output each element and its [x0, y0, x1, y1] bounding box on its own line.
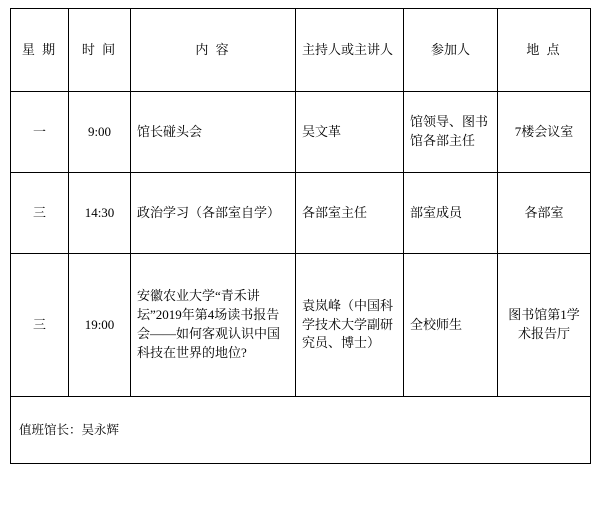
header-host: 主持人或主讲人: [296, 9, 404, 92]
duty-director-note: 值班馆长：吴永辉: [11, 397, 591, 464]
cell-content: 政治学习（各部室自学）: [131, 173, 296, 254]
cell-time: 9:00: [69, 92, 131, 173]
cell-weekday: 一: [11, 92, 69, 173]
header-location: 地 点: [498, 9, 591, 92]
cell-participants: 部室成员: [404, 173, 498, 254]
table-body: [11, 92, 591, 464]
cell-content: 馆长碰头会: [131, 92, 296, 173]
cell-weekday: 三: [11, 173, 69, 254]
header-content: 内 容: [131, 9, 296, 92]
cell-location: 图书馆第1学术报告厅: [498, 254, 591, 397]
header-participants: 参加人: [404, 9, 498, 92]
weekly-schedule-table: [10, 8, 591, 464]
cell-weekday: 三: [11, 254, 69, 397]
header-weekday: 星 期: [11, 9, 69, 92]
table-row: [11, 92, 591, 173]
table-row: [11, 254, 591, 397]
table-footer-row: [11, 397, 591, 464]
cell-host: 各部室主任: [296, 173, 404, 254]
cell-host: 吴文革: [296, 92, 404, 173]
table-header: [11, 9, 591, 92]
cell-content: 安徽农业大学“青禾讲坛”2019年第4场读书报告会——如何客观认识中国科技在世界的地位?: [131, 254, 296, 397]
header-time: 时 间: [69, 9, 131, 92]
cell-participants: 馆领导、图书馆各部主任: [404, 92, 498, 173]
table-row: [11, 173, 591, 254]
cell-host: 袁岚峰（中国科学技术大学副研究员、博士）: [296, 254, 404, 397]
cell-location: 7楼会议室: [498, 92, 591, 173]
cell-participants: 全校师生: [404, 254, 498, 397]
cell-time: 14:30: [69, 173, 131, 254]
table-header-row: [11, 9, 591, 92]
cell-location: 各部室: [498, 173, 591, 254]
cell-time: 19:00: [69, 254, 131, 397]
